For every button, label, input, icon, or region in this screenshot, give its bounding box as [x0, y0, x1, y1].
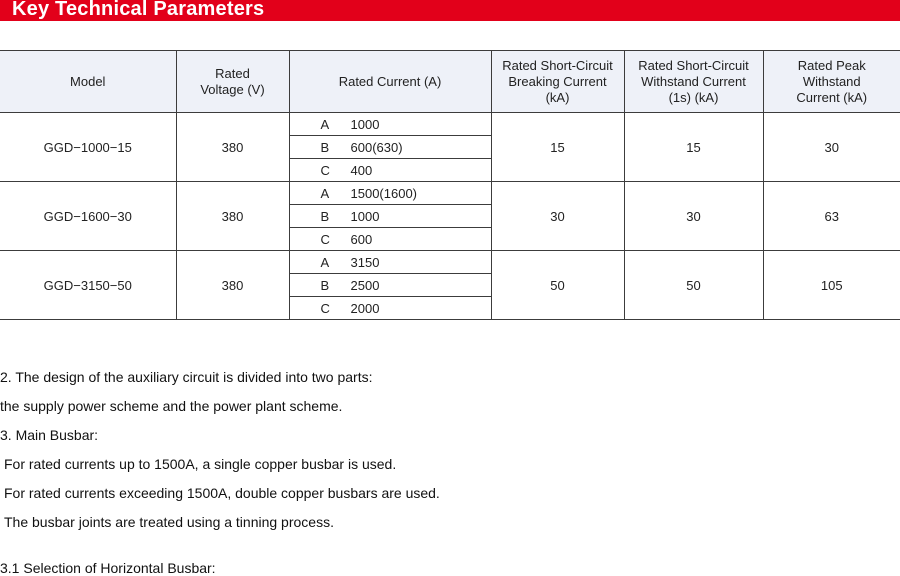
current-cell	[289, 274, 491, 297]
withstand-cell: 50	[624, 251, 763, 320]
current-value: 600	[350, 231, 373, 247]
current-cell	[289, 159, 491, 182]
current-value: 400	[350, 162, 373, 178]
paragraph-auxiliary-circuit: 2. The design of the auxiliary circuit is divided into two parts:	[0, 369, 373, 385]
current-value: 1500(1600)	[350, 185, 417, 201]
table-row	[0, 182, 900, 205]
current-cell	[289, 228, 491, 251]
current-value: 1000	[350, 208, 380, 224]
header-withstand-current: Rated Short-Circuit Withstand Current (1s) (kA)	[624, 51, 763, 113]
header-breaking-current: Rated Short-Circuit Breaking Current (kA)	[491, 51, 624, 113]
current-cell	[289, 182, 491, 205]
section-banner	[0, 0, 900, 21]
current-grade: C	[320, 300, 330, 316]
header-model: Model	[0, 51, 176, 113]
current-grade: C	[320, 231, 330, 247]
technical-parameters-table	[0, 50, 900, 320]
breaking-cell: 15	[491, 113, 624, 182]
current-value: 600(630)	[350, 139, 403, 155]
current-grade: B	[320, 139, 330, 155]
voltage-cell: 380	[176, 113, 289, 182]
breaking-cell: 50	[491, 251, 624, 320]
table-row	[0, 251, 900, 274]
current-grade: A	[320, 116, 330, 132]
current-grade: B	[320, 277, 330, 293]
current-cell	[289, 113, 491, 136]
peak-cell: 30	[763, 113, 900, 182]
withstand-cell: 15	[624, 113, 763, 182]
current-value: 1000	[350, 116, 380, 132]
breaking-cell: 30	[491, 182, 624, 251]
current-cell	[289, 205, 491, 228]
model-cell: GGD−1600−30	[0, 182, 176, 251]
current-grade: C	[320, 162, 330, 178]
header-peak-withstand: Rated Peak Withstand Current (kA)	[763, 51, 900, 113]
peak-cell: 63	[763, 182, 900, 251]
current-value: 2000	[350, 300, 380, 316]
heading-main-busbar: 3. Main Busbar:	[0, 427, 99, 443]
current-cell	[289, 297, 491, 320]
section-title: Key Technical Parameters	[12, 0, 265, 20]
table-row	[0, 113, 900, 136]
current-grade: A	[320, 185, 330, 201]
model-cell: GGD−1000−15	[0, 113, 176, 182]
current-value: 3150	[350, 254, 380, 270]
withstand-cell: 30	[624, 182, 763, 251]
table-header-row	[0, 51, 900, 113]
paragraph-double-busbar: For rated currents exceeding 1500A, double copper busbars are used.	[4, 485, 440, 501]
heading-horizontal-busbar: 3.1 Selection of Horizontal Busbar:	[0, 560, 216, 576]
current-value: 2500	[350, 277, 380, 293]
paragraph-tinning: The busbar joints are treated using a tinning process.	[4, 514, 334, 530]
voltage-cell: 380	[176, 182, 289, 251]
current-grade: A	[320, 254, 330, 270]
model-cell: GGD−3150−50	[0, 251, 176, 320]
current-cell	[289, 136, 491, 159]
paragraph-supply-schemes: the supply power scheme and the power plant scheme.	[0, 398, 343, 414]
voltage-cell: 380	[176, 251, 289, 320]
header-rated-current: Rated Current (A)	[289, 51, 491, 113]
header-rated-voltage: Rated Voltage (V)	[176, 51, 289, 113]
current-cell	[289, 251, 491, 274]
paragraph-single-busbar: For rated currents up to 1500A, a single copper busbar is used.	[4, 456, 397, 472]
current-grade: B	[320, 208, 330, 224]
peak-cell: 105	[763, 251, 900, 320]
